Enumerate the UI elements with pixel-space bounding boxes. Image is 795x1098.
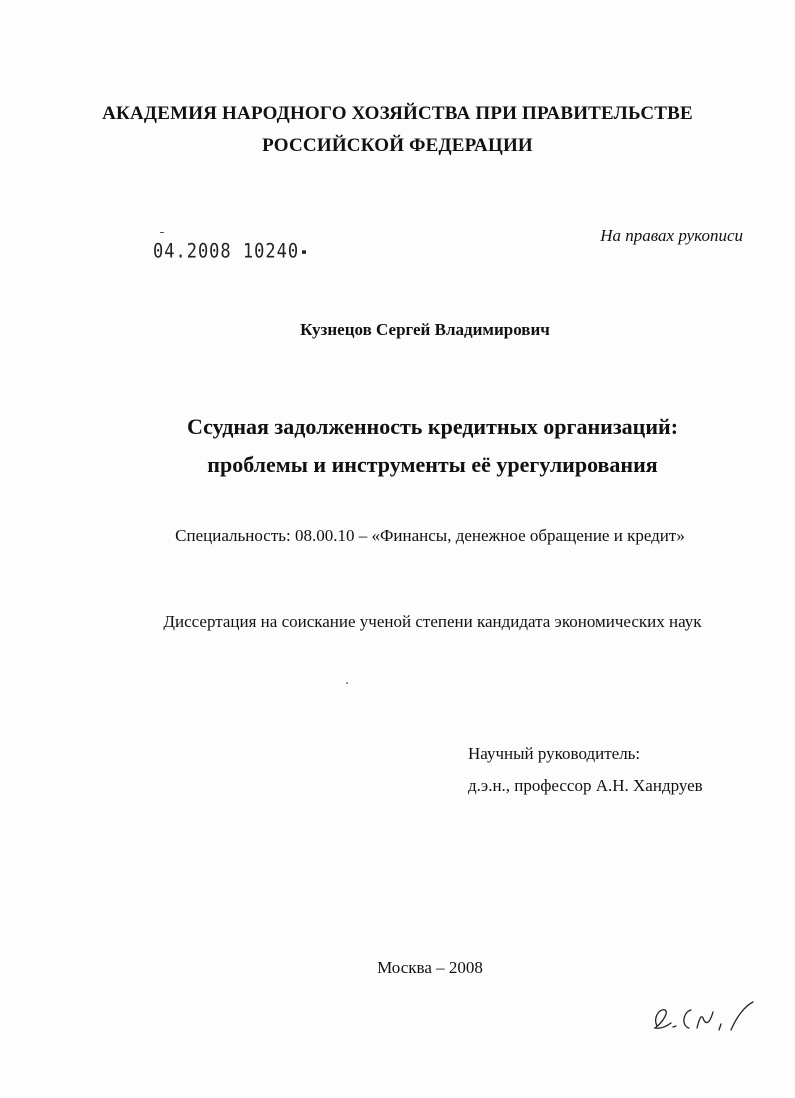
dissertation-title bbox=[0, 408, 795, 484]
specialty-line: Специальность: 08.00.10 – «Финансы, денежное обращение и кредит» bbox=[175, 526, 685, 545]
scientific-advisor bbox=[468, 738, 703, 802]
manuscript-rights-note: На правах рукописи bbox=[600, 226, 743, 245]
stamp-dot bbox=[302, 250, 306, 253]
title-line-2: проблемы и инструменты её урегулирования bbox=[207, 452, 658, 477]
author-name: Кузнецов Сергей Владимирович bbox=[300, 320, 550, 339]
advisor-label: Научный руководитель: bbox=[468, 744, 641, 763]
institution-line-2: РОССИЙСКОЙ ФЕДЕРАЦИИ bbox=[262, 135, 533, 156]
scan-speck bbox=[346, 682, 348, 684]
degree-statement: Диссертация на соискание ученой степени кандидата экономических наук bbox=[163, 612, 702, 631]
handwritten-signature bbox=[645, 996, 760, 1041]
institution-heading bbox=[0, 98, 795, 162]
title-line-1: Ссудная задолженность кредитных организаций: bbox=[186, 414, 679, 439]
institution-line-1: АКАДЕМИЯ НАРОДНОГО ХОЗЯЙСТВА ПРИ ПРАВИТЕЛЬСТВЕ bbox=[102, 103, 693, 124]
city-and-year: Москва – 2008 bbox=[377, 958, 483, 977]
stamp-mark bbox=[160, 232, 164, 233]
advisor-name: д.э.н., профессор А.Н. Хандруев bbox=[468, 776, 703, 795]
registration-number-text: 04.2008 10240 bbox=[153, 240, 300, 263]
registration-stamp-number bbox=[153, 240, 306, 263]
